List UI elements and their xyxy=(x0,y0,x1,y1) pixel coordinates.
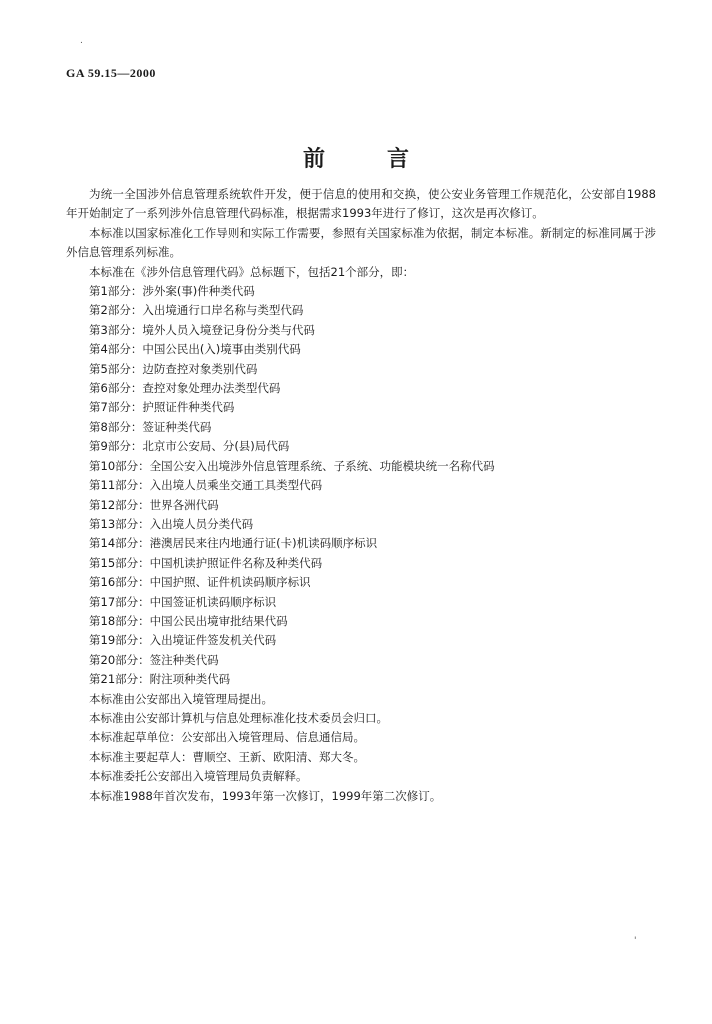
list-item: 第4部分：中国公民出(入)境事由类别代码 xyxy=(89,342,301,357)
list-item: 第7部分：护照证件种类代码 xyxy=(89,400,235,415)
list-item: 第12部分：世界各洲代码 xyxy=(89,497,219,512)
parts-list xyxy=(66,282,656,690)
list-item: 第19部分：入出境证件签发机关代码 xyxy=(89,633,277,648)
foreword-body xyxy=(66,185,656,806)
scan-speck-mark: . xyxy=(80,36,83,46)
list-item: 第20部分：签注种类代码 xyxy=(89,652,219,667)
paragraph-2: 本标准以国家标准化工作导则和实际工作需要，参照有关国家标准为依据，制定本标准。新制定的标准同属于涉外信息管理系列标准。 xyxy=(66,225,656,260)
standard-id: GA 59.15—2000 xyxy=(66,66,156,80)
closing-statements xyxy=(66,690,656,806)
list-item: 第18部分：中国公民出境审批结果代码 xyxy=(89,613,288,628)
list-item: 第2部分：入出境通行口岸名称与类型代码 xyxy=(89,303,304,318)
list-item: 第15部分：中国机读护照证件名称及种类代码 xyxy=(89,555,323,570)
closing-line: 本标准委托公安部出入境管理局负责解释。 xyxy=(89,769,308,784)
list-item: 第17部分：中国签证机读码顺序标识 xyxy=(89,594,277,609)
list-item: 第16部分：中国护照、证件机读码顺序标识 xyxy=(89,575,311,590)
list-item: 第1部分：涉外案(事)件种类代码 xyxy=(89,284,255,299)
list-item: 第9部分：北京市公安局、分(县)局代码 xyxy=(89,439,290,454)
closing-line: 本标准由公安部计算机与信息处理标准化技术委员会归口。 xyxy=(89,710,388,725)
list-item: 第5部分：边防查控对象类别代码 xyxy=(89,361,258,376)
paragraph-3: 本标准在《涉外信息管理代码》总标题下，包括21个部分，即： xyxy=(89,264,415,279)
list-item: 第6部分：查控对象处理办法类型代码 xyxy=(89,381,281,396)
closing-line: 本标准1988年首次发布，1993年第一次修订，1999年第二次修订。 xyxy=(89,788,442,803)
page-title: 前言 xyxy=(302,147,471,172)
list-item: 第10部分：全国公安入出境涉外信息管理系统、子系统、功能模块统一名称代码 xyxy=(89,458,495,473)
closing-line: 本标准主要起草人：曹顺空、王新、欧阳清、郑大冬。 xyxy=(89,749,365,764)
closing-line: 本标准由公安部出入境管理局提出。 xyxy=(89,691,273,706)
paragraph-1: 为统一全国涉外信息管理系统软件开发，便于信息的使用和交换，使公安业务管理工作规范化，公安部自1988年开始制定了一系列涉外信息管理代码标准，根据需求1993年进行了修订，这次是再次修订。 xyxy=(66,187,656,221)
list-item: 第8部分：签证种类代码 xyxy=(89,419,212,434)
closing-line: 本标准起草单位：公安部出入境管理局、信息通信局。 xyxy=(89,730,365,745)
list-item: 第3部分：境外人员入境登记身份分类与代码 xyxy=(89,322,315,337)
list-item: 第13部分：入出境人员分类代码 xyxy=(89,516,254,531)
scan-speck-mark: ' xyxy=(634,936,637,946)
list-item: 第11部分：入出境人员乘坐交通工具类型代码 xyxy=(89,478,323,493)
list-item: 第14部分：港澳居民来往内地通行证(卡)机读码顺序标识 xyxy=(89,536,378,551)
list-item: 第21部分：附注项种类代码 xyxy=(89,672,231,687)
